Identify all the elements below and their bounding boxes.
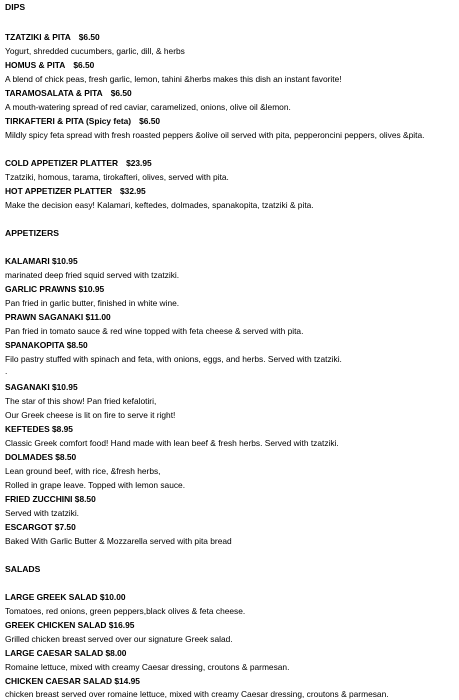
menu-item-desc: Baked With Garlic Butter & Mozzarella served with pita bread xyxy=(5,536,232,546)
menu-item-title xyxy=(5,60,94,70)
menu-item-desc: Lean ground beef, with rice, &fresh herbs, xyxy=(5,466,161,476)
menu-item-desc: Served with tzatziki. xyxy=(5,508,80,518)
item-price: $6.50 xyxy=(78,32,100,42)
menu-item-desc: Pan fried in garlic butter, finished in white wine. xyxy=(5,298,180,308)
item-name: HOT APPETIZER PLATTER xyxy=(5,186,113,196)
item-price: $23.95 xyxy=(126,158,152,168)
menu-item-desc: Rolled in grape leave. Topped with lemon sauce. xyxy=(5,480,186,490)
menu-item-desc: Tomatoes, red onions, green peppers,black olives & feta cheese. xyxy=(5,606,246,616)
appetizers-heading: APPETIZERS xyxy=(5,228,59,238)
menu-item-desc: Make the decision easy! Kalamari, keftedes, dolmades, spanakopita, tzatziki & pita. xyxy=(5,200,314,210)
item-name: HOMUS & PITA xyxy=(5,60,66,70)
menu-item-title: DOLMADES $8.50 xyxy=(5,452,77,462)
item-price: $6.50 xyxy=(139,116,161,126)
menu-item-title xyxy=(5,158,152,168)
menu-item-desc: Classic Greek comfort food! Hand made with lean beef & fresh herbs. Served with tzatziki. xyxy=(5,438,339,448)
menu-item-desc: The star of this show! Pan fried kefalotiri, xyxy=(5,396,157,406)
menu-item-desc: Tzatziki, homous, tarama, tirokafteri, olives, served with pita. xyxy=(5,172,229,182)
menu-item-desc: Grilled chicken breast served over our signature Greek salad. xyxy=(5,634,233,644)
menu-item-title: GREEK CHICKEN SALAD $16.95 xyxy=(5,620,135,630)
menu-item-desc: Pan fried in tomato sauce & red wine topped with feta cheese & served with pita. xyxy=(5,326,304,336)
menu-item-desc: Filo pastry stuffed with spinach and feta, with onions, eggs, and herbs. Served with tzatziki. xyxy=(5,354,342,364)
item-price: $6.50 xyxy=(110,88,132,98)
item-price: $6.50 xyxy=(73,60,95,70)
item-name: TIRKAFTERI & PITA (Spicy feta) xyxy=(5,116,132,126)
menu-item-desc: marinated deep fried squid served with tzatziki. xyxy=(5,270,180,280)
menu-item-desc: Romaine lettuce, mixed with creamy Caesar dressing, croutons & parmesan. xyxy=(5,662,290,672)
menu-item-title xyxy=(5,116,160,126)
menu-item-desc: Yogurt, shredded cucumbers, garlic, dill, & herbs xyxy=(5,46,185,56)
menu-item-title: KEFTEDES $8.95 xyxy=(5,424,73,434)
menu-item-title xyxy=(5,32,100,42)
menu-item-title: FRIED ZUCCHINI $8.50 xyxy=(5,494,96,504)
menu-item-title: KALAMARI $10.95 xyxy=(5,256,78,266)
stray-dot: . xyxy=(5,366,8,376)
menu-item-title: GARLIC PRAWNS $10.95 xyxy=(5,284,105,294)
menu-item-desc: A blend of chick peas, fresh garlic, lemon, tahini &herbs makes this dish an instant favorite! xyxy=(5,74,342,84)
menu-item-desc: A mouth-watering spread of red caviar, caramelized, onions, olive oil &lemon. xyxy=(5,102,291,112)
menu-item-title: LARGE CAESAR SALAD $8.00 xyxy=(5,648,127,658)
menu-item-title: SAGANAKI $10.95 xyxy=(5,382,78,392)
menu-item-title: SPANAKOPITA $8.50 xyxy=(5,340,88,350)
menu-item-title: PRAWN SAGANAKI $11.00 xyxy=(5,312,111,322)
dips-heading: DIPS xyxy=(5,2,26,12)
salads-heading: SALADS xyxy=(5,564,41,574)
menu-item-desc: chicken breast served over romaine lettuce, mixed with creamy Caesar dressing, croutons & parmesan. xyxy=(5,689,389,699)
menu-item-title: CHICKEN CAESAR SALAD $14.95 xyxy=(5,676,140,686)
item-name: TARAMOSALATA & PITA xyxy=(5,88,103,98)
menu-item-title xyxy=(5,88,132,98)
menu-item-desc: Mildly spicy feta spread with fresh roasted peppers &olive oil served with pita, pepperoncini peppers, olives &pita. xyxy=(5,130,425,140)
item-name: COLD APPETIZER PLATTER xyxy=(5,158,119,168)
menu-item-title xyxy=(5,186,146,196)
item-name: TZATZIKI & PITA xyxy=(5,32,71,42)
menu-item-desc: Our Greek cheese is lit on fire to serve it right! xyxy=(5,410,176,420)
menu-item-title: ESCARGOT $7.50 xyxy=(5,522,76,532)
item-price: $32.95 xyxy=(120,186,146,196)
menu-item-title: LARGE GREEK SALAD $10.00 xyxy=(5,592,126,602)
